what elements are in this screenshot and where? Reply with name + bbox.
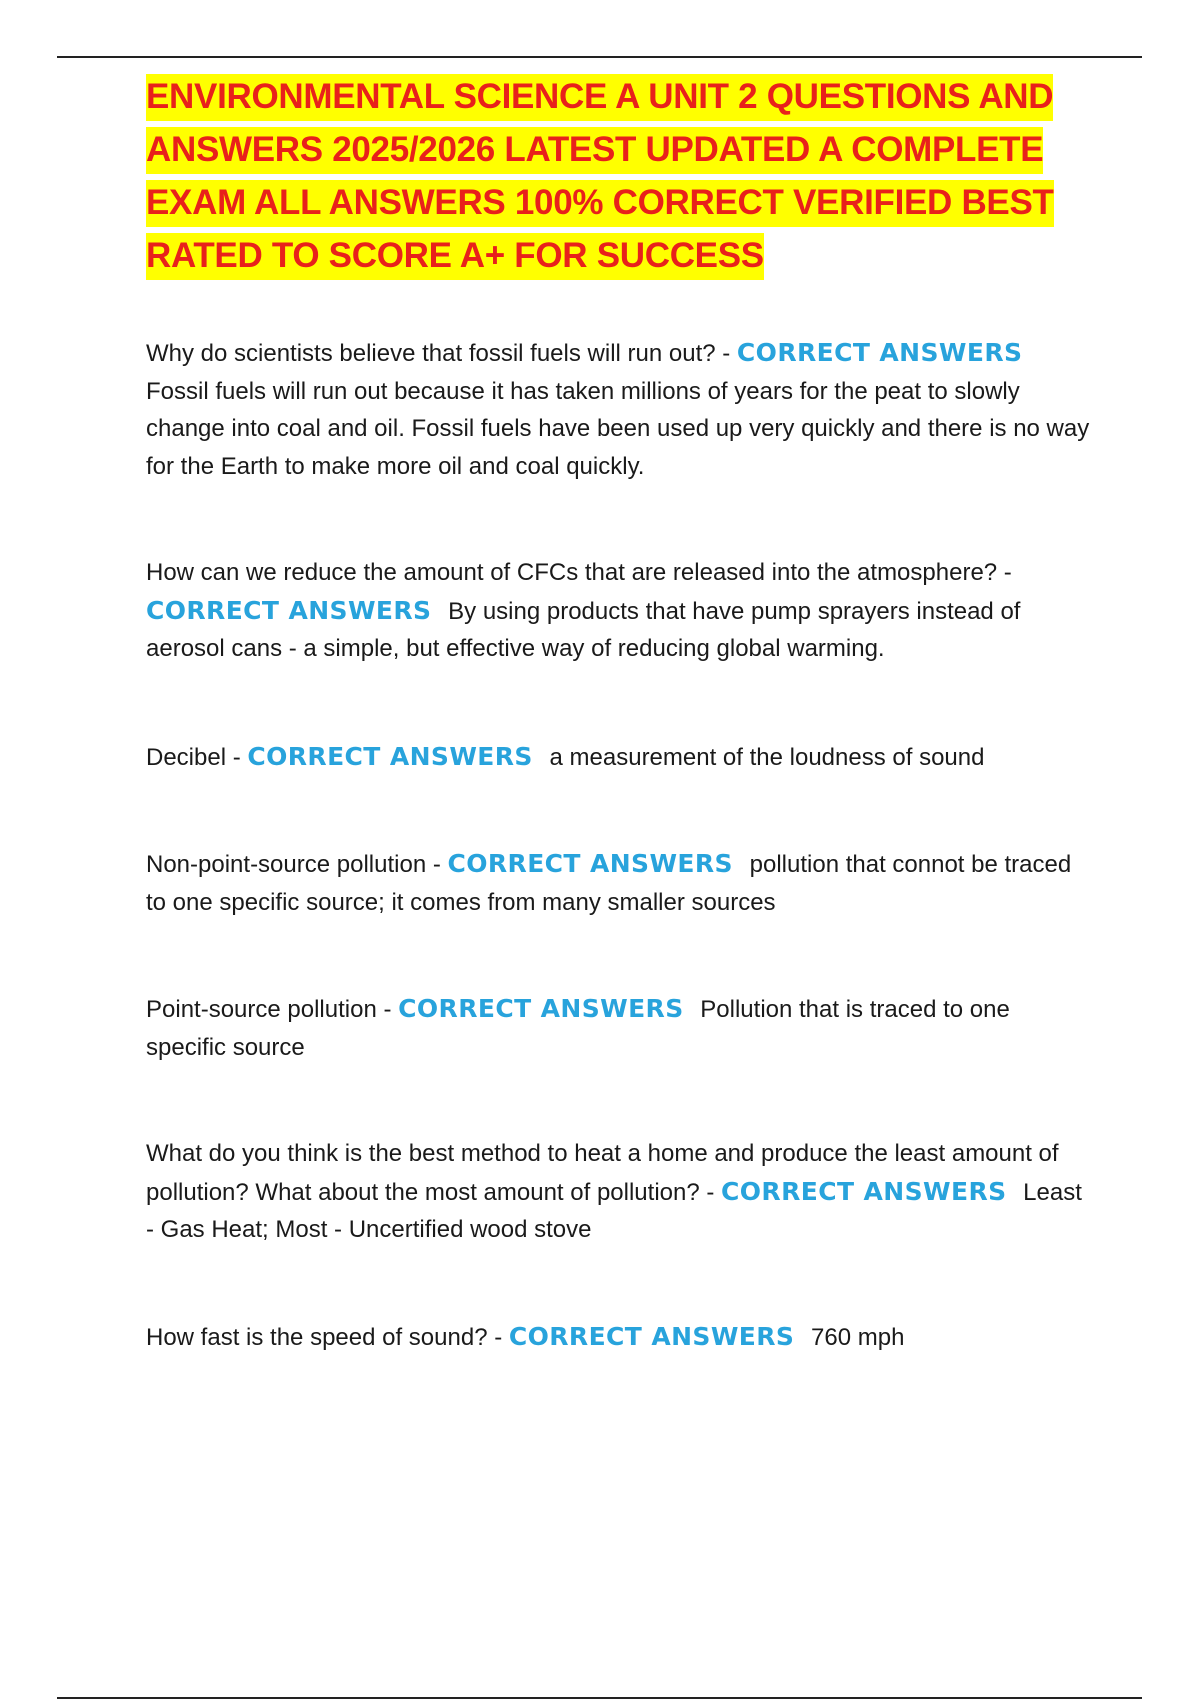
document-body [146, 70, 1096, 1356]
qa-item [146, 738, 1096, 777]
correct-answers-label: CORRECT ANSWERS [721, 1176, 1007, 1206]
qa-item [146, 334, 1096, 485]
answer-text: Least - Gas Heat; Most - Uncertified wood stove [146, 1178, 1082, 1243]
question-text: Point-source pollution - [146, 996, 392, 1023]
qa-item [146, 990, 1096, 1066]
question-text: Decibel - [146, 743, 241, 771]
qa-item [146, 1135, 1096, 1249]
correct-answers-label: CORRECT ANSWERS [736, 338, 1023, 367]
correct-answers-label: CORRECT ANSWERS [398, 994, 684, 1023]
qa-list [146, 334, 1096, 1356]
correct-answers-label: CORRECT ANSWERS [247, 741, 533, 771]
document-title [146, 70, 1096, 282]
answer-text: Fossil fuels will run out because it has taken millions of years for the peat to slowly change into coal and oil. Fossil fuels have been used up very quickly and there is no way for the Earth to make more oil and coal quickly. [146, 377, 1090, 480]
correct-answers-label: CORRECT ANSWERS [146, 595, 432, 625]
question-text: Non-point-source pollution - [146, 851, 441, 878]
answer-text: pollution that connot be traced to one specific source; it comes from many smaller sources [146, 851, 1072, 916]
correct-answers-label: CORRECT ANSWERS [447, 849, 733, 878]
title-highlight: ENVIRONMENTAL SCIENCE A UNIT 2 QUESTIONS AND ANSWERS 2025/2026 LATEST UPDATED A COMPLETE EXAM ALL ANSWERS 100% CORRECT VERIFIED BEST RATED TO SCORE A+ FOR SUCCESS [146, 74, 1054, 280]
footer-rule [57, 1697, 1142, 1699]
question-text: How can we reduce the amount of CFCs that are released into the atmosphere? - [146, 559, 1012, 586]
answer-text: 760 mph [811, 1323, 905, 1351]
qa-item [146, 845, 1096, 921]
answer-text: By using products that have pump sprayers instead of aerosol cans - a simple, but effective way of reducing global warming. [146, 597, 1021, 662]
header-rule [57, 56, 1142, 58]
correct-answers-label: CORRECT ANSWERS [508, 1321, 795, 1351]
qa-item [146, 554, 1096, 668]
question-text: How fast is the speed of sound? - [146, 1323, 503, 1351]
answer-text: a measurement of the loudness of sound [549, 743, 985, 771]
answer-text: Pollution that is traced to one specific source [146, 996, 1010, 1061]
question-text: What do you think is the best method to heat a home and produce the least amount of pollution? What about the most amount of pollution? - [146, 1140, 1059, 1206]
question-text: Why do scientists believe that fossil fuels will run out? - [146, 340, 731, 367]
qa-item [146, 1318, 1096, 1357]
